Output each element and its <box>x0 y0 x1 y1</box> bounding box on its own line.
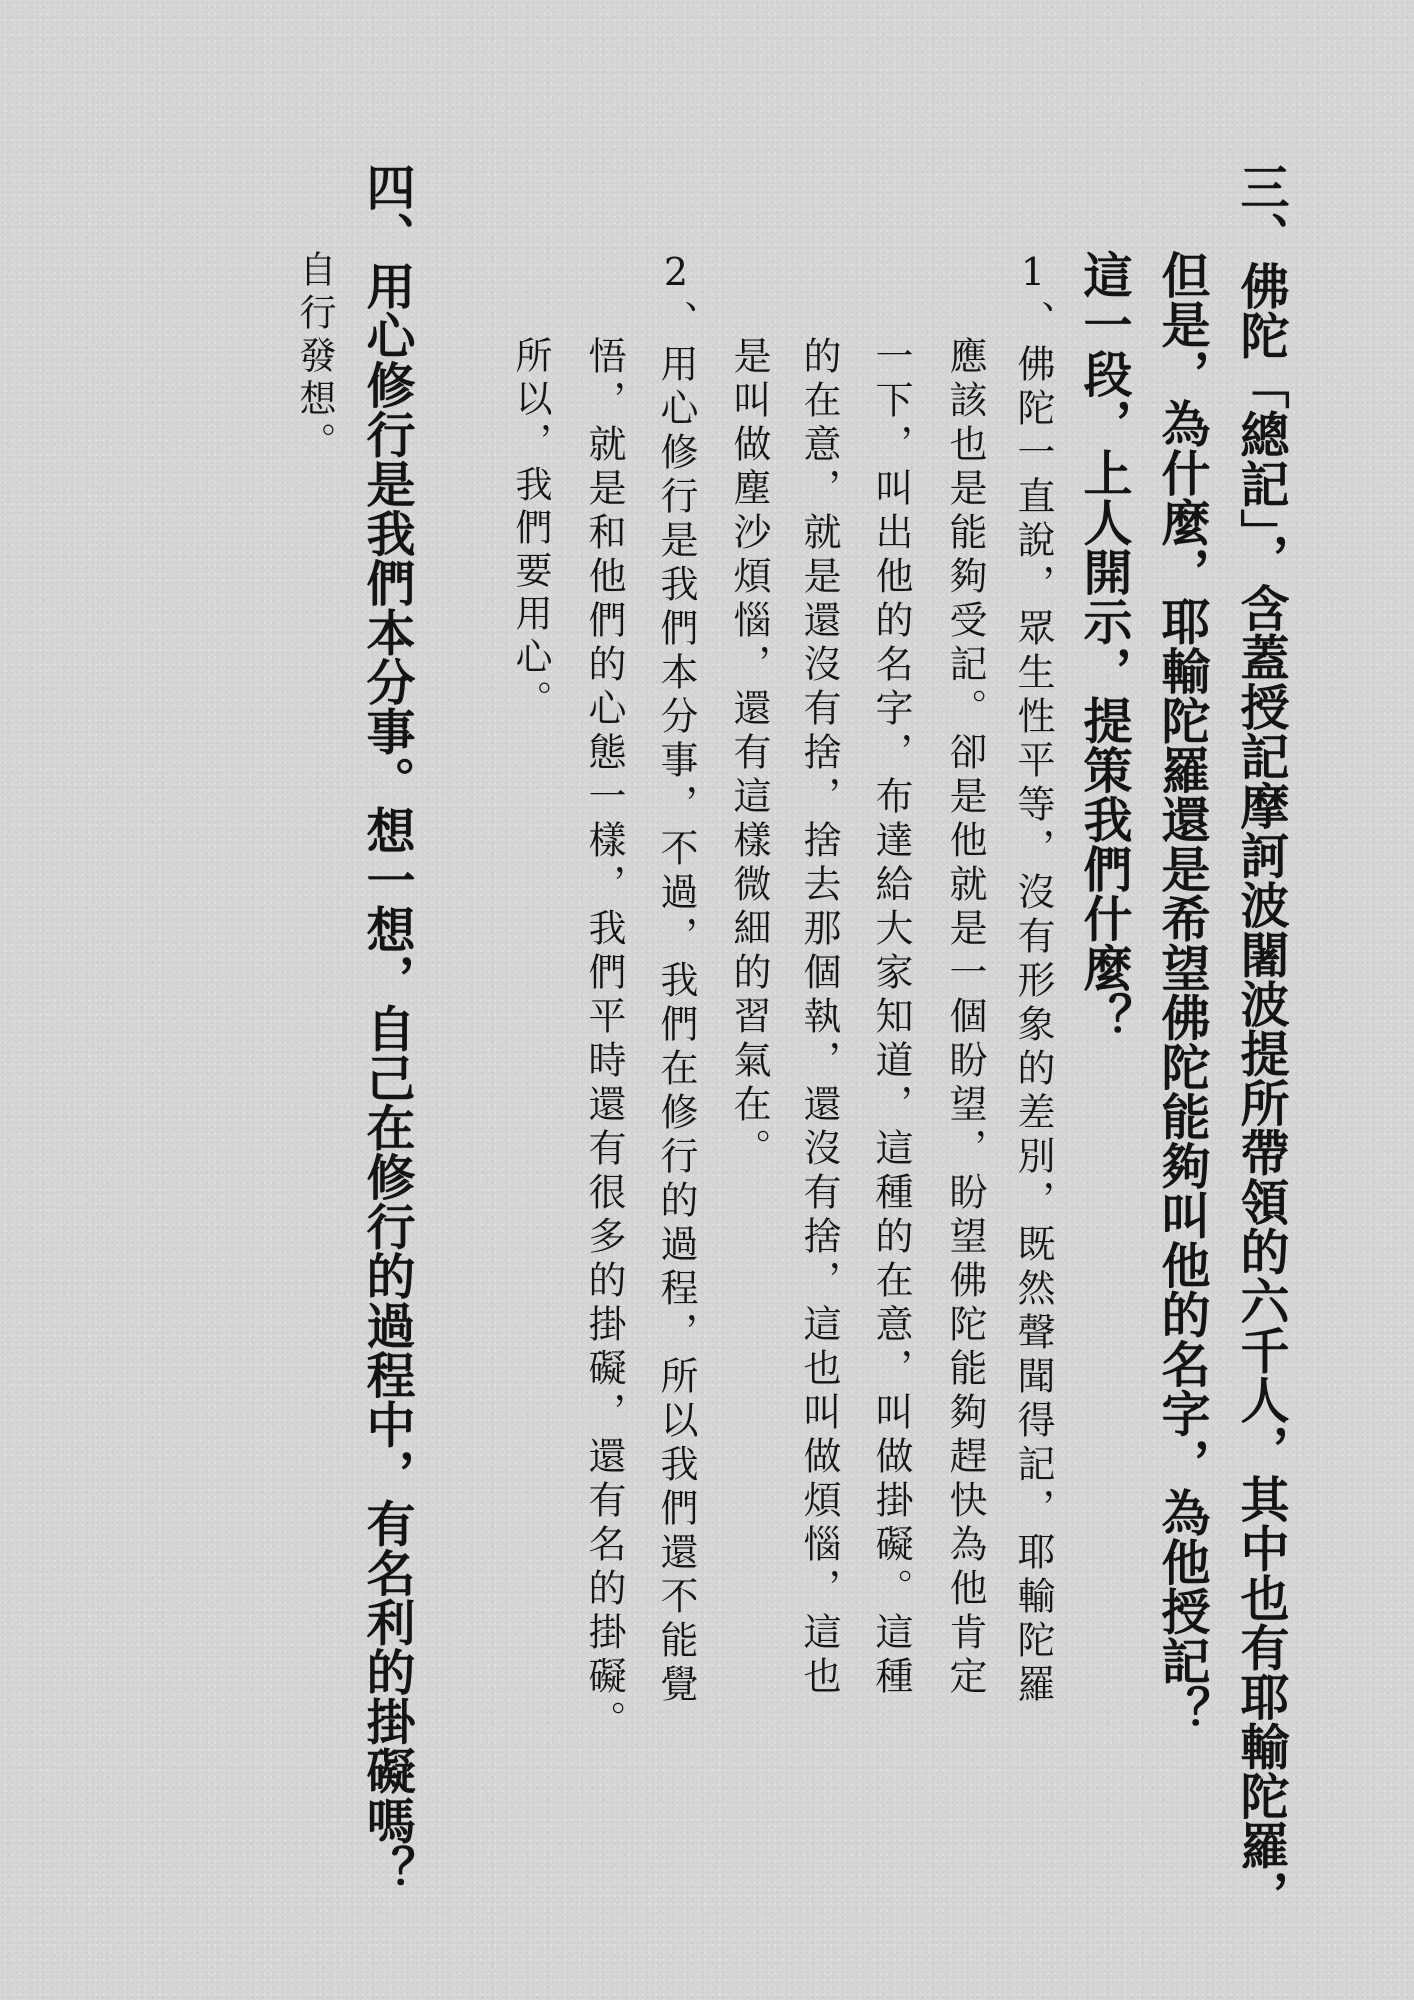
point-1-line-1: 1、佛陀一直說，眾生性平等，沒有形象的差別，既然聲聞得記，耶輸陀羅 <box>1011 250 1055 1708</box>
point-1-line-2: 應該也是能夠受記。卻是他就是一個盼望，盼望佛陀能夠趕快為他肯定 <box>943 336 987 1700</box>
point-2-line-2: 悟，就是和他們的心態一樣，我們平時還有很多的掛礙，還有名的掛礙。 <box>582 336 626 1744</box>
self-reflection-note: 自行發想。 <box>293 250 336 465</box>
point-1-line-4: 的在意，就是還沒有捨，捨去那個執，還沒有捨，這也叫做煩惱，這也 <box>797 336 841 1700</box>
section-3-heading-line-1: 三、佛陀「總記」，含蓋授記摩訶波闍波提所帶領的六千人，其中也有耶輸陀羅， <box>1233 162 1291 1920</box>
point-2-line-1: 2、用心修行是我們本分事，不過，我們在修行的過程，所以我們還不能覺 <box>654 250 698 1708</box>
point-1-line-3: 一下，叫出他的名字，布達給大家知道，這種的在意，叫做掛礙。這種 <box>869 336 913 1700</box>
section-3-heading-line-2: 但是，為什麼，耶輸陀羅還是希望佛陀能夠叫他的名字，為他授記？ <box>1154 250 1212 1735</box>
point-2-line-3: 所以，我們要用心。 <box>509 336 552 723</box>
prompt-question: 這一段，上人開示，提策我們什麼？ <box>1076 250 1134 1042</box>
section-4-heading: 四、用心修行是我們本分事。想一想，自己在修行的過程中，有名利的掛礙嗎？ <box>359 162 417 1895</box>
point-1-line-5: 是叫做塵沙煩惱，還有這樣微細的習氣在。 <box>727 336 771 1172</box>
